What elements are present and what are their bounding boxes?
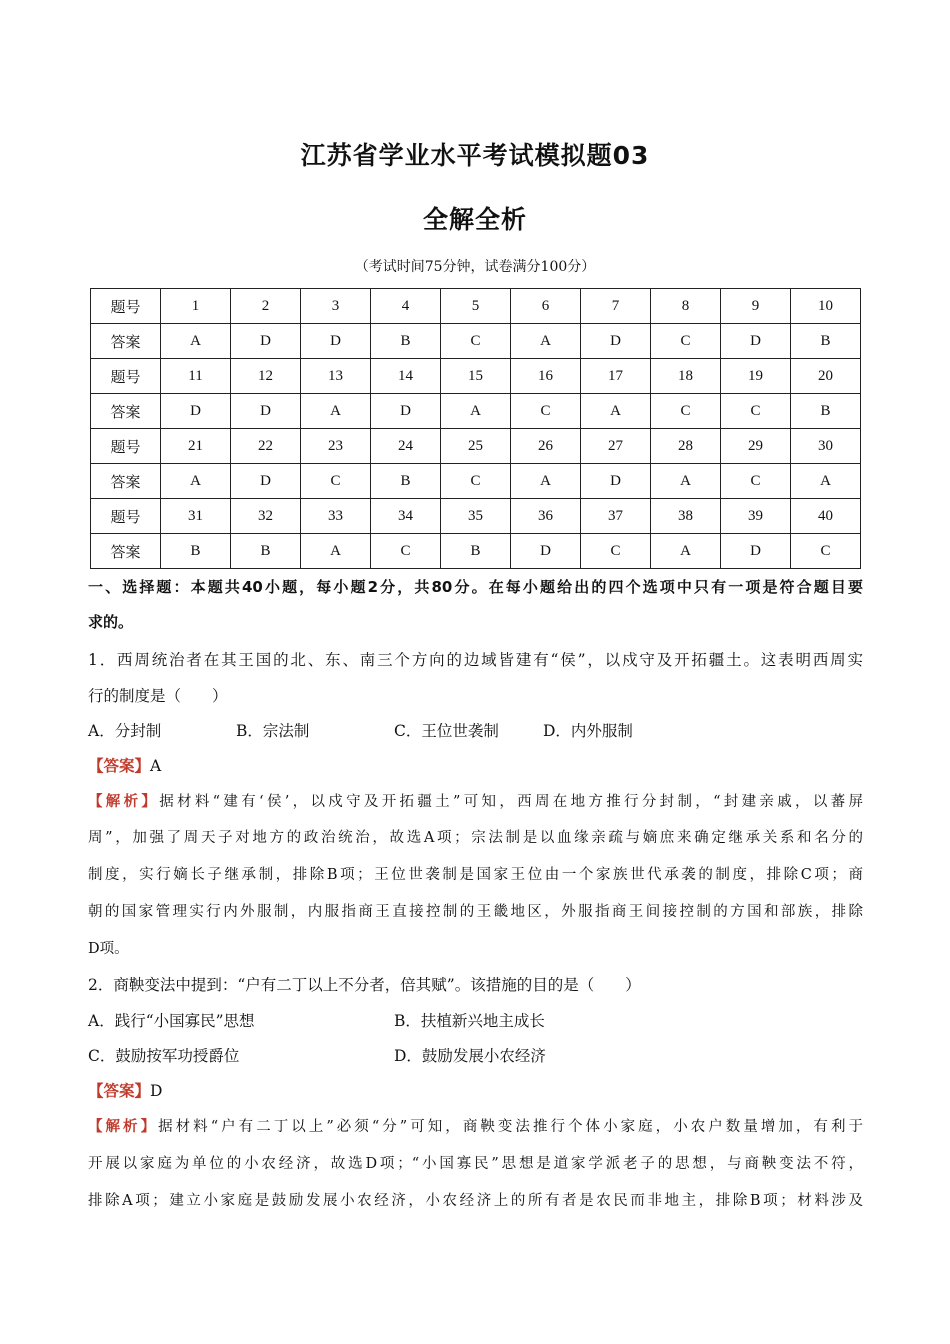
question-number-cell: 30 xyxy=(791,429,861,464)
answer-cell: B xyxy=(371,464,441,499)
answer-cell: C xyxy=(721,394,791,429)
question-number-cell: 9 xyxy=(721,289,791,324)
q1-analysis-text: 据材料“建有‘侯’，以戍守及开拓疆土”可知，西周在地方推行分封制，“封建亲戚，以蕃屏 xyxy=(159,794,863,810)
answer-cell: A xyxy=(511,324,581,359)
table-row xyxy=(91,534,861,569)
q2-option-a: A．践行“小国寡民”思想 xyxy=(88,1012,255,1030)
q1-option-d: D．内外服制 xyxy=(543,722,633,740)
question-number-cell: 37 xyxy=(581,499,651,534)
answer-cell: B xyxy=(231,534,301,569)
answer-cell: D xyxy=(231,464,301,499)
row-header: 答案 xyxy=(91,534,161,569)
answer-cell: C xyxy=(581,534,651,569)
answer-cell: C xyxy=(791,534,861,569)
answer-cell: C xyxy=(371,534,441,569)
answer-cell: D xyxy=(721,534,791,569)
answer-cell: D xyxy=(511,534,581,569)
question-number-cell: 34 xyxy=(371,499,441,534)
row-header: 答案 xyxy=(91,324,161,359)
answer-table xyxy=(90,288,861,569)
q1-option-a: A．分封制 xyxy=(88,722,162,740)
answer-cell: A xyxy=(301,394,371,429)
answer-cell: D xyxy=(301,324,371,359)
question-number-cell: 5 xyxy=(441,289,511,324)
question-number-cell: 24 xyxy=(371,429,441,464)
question-number-cell: 12 xyxy=(231,359,301,394)
question-number-cell: 2 xyxy=(231,289,301,324)
answer-cell: C xyxy=(651,394,721,429)
row-header: 答案 xyxy=(91,464,161,499)
answer-tag: 【答案】 xyxy=(88,757,151,775)
question-number-cell: 39 xyxy=(721,499,791,534)
answer-cell: A xyxy=(651,534,721,569)
table-row xyxy=(91,289,861,324)
question-number-cell: 32 xyxy=(231,499,301,534)
answer-cell: B xyxy=(791,324,861,359)
question-number-cell: 6 xyxy=(511,289,581,324)
q2-analysis-line: 排除A项；建立小家庭是鼓励发展小农经济，小农经济上的所有者是农民而非地主，排除B项；材料涉及 xyxy=(88,1193,863,1209)
answer-cell: C xyxy=(511,394,581,429)
question-number-cell: 35 xyxy=(441,499,511,534)
question-number-cell: 16 xyxy=(511,359,581,394)
answer-cell: B xyxy=(371,324,441,359)
question-number-cell: 23 xyxy=(301,429,371,464)
answer-cell: B xyxy=(441,534,511,569)
question-number-cell: 18 xyxy=(651,359,721,394)
question-number-cell: 8 xyxy=(651,289,721,324)
answer-cell: C xyxy=(441,324,511,359)
q2-answer-value: D xyxy=(150,1082,163,1100)
q1-stem-cont: 行的制度是（ ） xyxy=(88,687,228,705)
question-number-cell: 10 xyxy=(791,289,861,324)
q1-answer-value: A xyxy=(150,757,162,775)
answer-cell: B xyxy=(791,394,861,429)
question-number-cell: 1 xyxy=(161,289,231,324)
row-header: 题号 xyxy=(91,289,161,324)
answer-cell: D xyxy=(581,324,651,359)
answer-cell: A xyxy=(161,324,231,359)
section-heading-cont: 求的。 xyxy=(88,613,134,631)
row-header: 答案 xyxy=(91,394,161,429)
q1-option-c: C．王位世袭制 xyxy=(394,722,499,740)
question-number-cell: 15 xyxy=(441,359,511,394)
analysis-tag: 【解析】 xyxy=(88,1119,159,1135)
q2-option-b: B．扶植新兴地主成长 xyxy=(394,1012,545,1030)
q1-analysis-line: D项。 xyxy=(88,941,129,957)
exam-info: （考试时间75分钟，试卷满分100分） xyxy=(354,259,596,275)
answer-cell: D xyxy=(161,394,231,429)
row-header: 题号 xyxy=(91,359,161,394)
q2-option-c: C．鼓励按军功授爵位 xyxy=(88,1047,240,1065)
q1-stem: 1．西周统治者在其王国的北、东、南三个方向的边域皆建有“侯”，以戍守及开拓疆土。这表明西周实 xyxy=(88,651,863,669)
question-number-cell: 27 xyxy=(581,429,651,464)
answer-cell: C xyxy=(721,464,791,499)
q2-answer xyxy=(88,1079,863,1101)
q1-analysis-line: 朝的国家管理实行内外服制，内服指商王直接控制的王畿地区，外服指商王间接控制的方国和部族，排除 xyxy=(88,904,863,920)
row-header: 题号 xyxy=(91,499,161,534)
question-number-cell: 36 xyxy=(511,499,581,534)
section-heading: 一、选择题：本题共40小题，每小题2分，共80分。在每小题给出的四个选项中只有一项是符合题目要 xyxy=(88,578,863,596)
q1-analysis-line: 周”，加强了周天子对地方的政治统治，故选A项；宗法制是以血缘亲疏与嫡庶来确定继承关系和名分的 xyxy=(88,830,863,846)
answer-cell: A xyxy=(511,464,581,499)
question-number-cell: 14 xyxy=(371,359,441,394)
question-number-cell: 17 xyxy=(581,359,651,394)
answer-tag: 【答案】 xyxy=(88,1082,151,1100)
table-row xyxy=(91,324,861,359)
q2-analysis-line: 开展以家庭为单位的小农经济，故选D项；“小国寡民”思想是道家学派老子的思想，与商鞅变法不符， xyxy=(88,1156,863,1172)
q2-option-d: D．鼓励发展小农经济 xyxy=(394,1047,546,1065)
table-row xyxy=(91,499,861,534)
question-number-cell: 13 xyxy=(301,359,371,394)
question-number-cell: 20 xyxy=(791,359,861,394)
answer-cell: B xyxy=(161,534,231,569)
question-number-cell: 22 xyxy=(231,429,301,464)
answer-cell: D xyxy=(721,324,791,359)
q1-option-b: B．宗法制 xyxy=(236,722,310,740)
question-number-cell: 21 xyxy=(161,429,231,464)
page-title: 江苏省学业水平考试模拟题03 xyxy=(300,141,650,170)
question-number-cell: 31 xyxy=(161,499,231,534)
answer-cell: A xyxy=(651,464,721,499)
answer-cell: C xyxy=(441,464,511,499)
row-header: 题号 xyxy=(91,429,161,464)
question-number-cell: 3 xyxy=(301,289,371,324)
question-number-cell: 11 xyxy=(161,359,231,394)
question-number-cell: 26 xyxy=(511,429,581,464)
answer-cell: C xyxy=(651,324,721,359)
question-number-cell: 38 xyxy=(651,499,721,534)
question-number-cell: 7 xyxy=(581,289,651,324)
answer-cell: A xyxy=(791,464,861,499)
answer-cell: A xyxy=(441,394,511,429)
question-number-cell: 33 xyxy=(301,499,371,534)
answer-cell: A xyxy=(581,394,651,429)
analysis-tag: 【解析】 xyxy=(88,794,160,810)
table-row xyxy=(91,394,861,429)
question-number-cell: 25 xyxy=(441,429,511,464)
question-number-cell: 29 xyxy=(721,429,791,464)
question-number-cell: 4 xyxy=(371,289,441,324)
answer-cell: C xyxy=(301,464,371,499)
table-row xyxy=(91,464,861,499)
q1-analysis xyxy=(88,790,863,811)
answer-cell: D xyxy=(231,324,301,359)
q2-stem: 2．商鞅变法中提到：“户有二丁以上不分者，倍其赋”。该措施的目的是（ ） xyxy=(88,976,641,994)
q1-answer xyxy=(88,754,863,776)
table-row xyxy=(91,359,861,394)
question-number-cell: 40 xyxy=(791,499,861,534)
answer-cell: D xyxy=(231,394,301,429)
question-number-cell: 28 xyxy=(651,429,721,464)
answer-cell: D xyxy=(371,394,441,429)
page-subtitle: 全解全析 xyxy=(422,205,527,234)
answer-cell: D xyxy=(581,464,651,499)
question-number-cell: 19 xyxy=(721,359,791,394)
q2-analysis-text: 据材料“户有二丁以上”必须“分”可知，商鞅变法推行个体小家庭，小农户数量增加，有利于 xyxy=(158,1119,863,1135)
answer-cell: A xyxy=(161,464,231,499)
q1-analysis-line: 制度，实行嫡长子继承制，排除B项；王位世袭制是国家王位由一个家族世代承袭的制度，排除C项；商 xyxy=(88,867,863,883)
answer-cell: A xyxy=(301,534,371,569)
table-row xyxy=(91,429,861,464)
q2-analysis xyxy=(88,1115,863,1136)
